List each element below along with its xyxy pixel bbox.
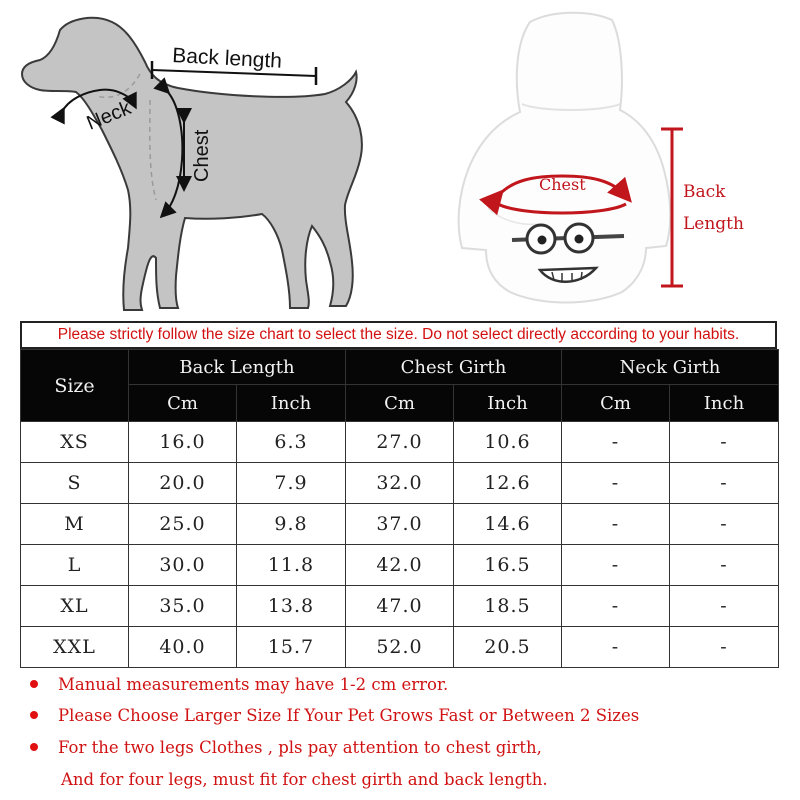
table-cell: - — [562, 545, 670, 586]
size-cell: L — [21, 545, 129, 586]
table-cell: 10.6 — [454, 422, 562, 463]
table-cell: 35.0 — [129, 586, 237, 627]
hoodie-back-label: Back — [683, 182, 726, 202]
chest-label: Chest — [191, 129, 213, 182]
note-text: And for four legs, must fit for chest girth and back length. — [61, 770, 548, 789]
unit-header: Inch — [670, 385, 779, 422]
table-cell: 20.0 — [129, 463, 237, 504]
note-item-continuation — [30, 770, 548, 789]
note-text: Manual measurements may have 1-2 cm error. — [58, 675, 449, 694]
size-column-header: Size — [21, 350, 129, 422]
table-cell: 47.0 — [346, 586, 454, 627]
table-cell: - — [562, 463, 670, 504]
back-length-measure — [152, 44, 316, 85]
size-cell: S — [21, 463, 129, 504]
size-cell: M — [21, 504, 129, 545]
table-cell: 40.0 — [129, 627, 237, 668]
hoodie-sketch — [459, 13, 671, 303]
table-cell: 25.0 — [129, 504, 237, 545]
table-cell: - — [670, 586, 779, 627]
table-row — [21, 422, 779, 463]
table-cell: 16.0 — [129, 422, 237, 463]
back-length-label: Back length — [171, 44, 283, 73]
table-cell: - — [670, 504, 779, 545]
table-cell: 18.5 — [454, 586, 562, 627]
table-cell: 13.8 — [237, 586, 346, 627]
chest-girth-header: Chest Girth — [346, 350, 562, 385]
table-cell: 32.0 — [346, 463, 454, 504]
note-text: For the two legs Clothes , pls pay attention to chest girth, — [58, 738, 542, 757]
table-cell: 15.7 — [237, 627, 346, 668]
table-row — [21, 586, 779, 627]
unit-header: Cm — [562, 385, 670, 422]
measurement-diagrams — [0, 0, 800, 318]
note-item — [30, 738, 542, 757]
size-cell: XXL — [21, 627, 129, 668]
table-row — [21, 545, 779, 586]
bullet-dot-icon — [30, 711, 38, 719]
neck-label: Neck — [83, 97, 135, 135]
table-cell: 20.5 — [454, 627, 562, 668]
table-cell: 12.6 — [454, 463, 562, 504]
note-text: Please Choose Larger Size If Your Pet Grows Fast or Between 2 Sizes — [58, 706, 640, 725]
size-cell: XS — [21, 422, 129, 463]
size-chart-table — [20, 349, 779, 668]
size-selection-notice: Please strictly follow the size chart to select the size. Do not select directly according to your habits. — [20, 321, 777, 349]
table-row — [21, 504, 779, 545]
table-cell: - — [670, 627, 779, 668]
back-length-header: Back Length — [129, 350, 346, 385]
table-header-groups — [21, 350, 779, 385]
table-cell: 6.3 — [237, 422, 346, 463]
table-cell: - — [670, 545, 779, 586]
unit-header: Cm — [129, 385, 237, 422]
table-cell: 27.0 — [346, 422, 454, 463]
unit-header: Cm — [346, 385, 454, 422]
hoodie-back-length-measure — [661, 129, 744, 286]
table-cell: 30.0 — [129, 545, 237, 586]
table-cell: 16.5 — [454, 545, 562, 586]
table-cell: - — [562, 586, 670, 627]
note-item — [30, 706, 639, 725]
table-cell: 42.0 — [346, 545, 454, 586]
table-cell: - — [562, 504, 670, 545]
table-cell: 14.6 — [454, 504, 562, 545]
table-header-units — [21, 385, 779, 422]
hoodie-length-label: Length — [683, 214, 744, 234]
table-cell: 52.0 — [346, 627, 454, 668]
table-cell: - — [562, 627, 670, 668]
table-cell: - — [670, 463, 779, 504]
table-row — [21, 463, 779, 504]
note-item — [30, 675, 448, 694]
table-cell: 9.8 — [237, 504, 346, 545]
table-cell: 11.8 — [237, 545, 346, 586]
unit-header: Inch — [454, 385, 562, 422]
neck-girth-header: Neck Girth — [562, 350, 779, 385]
size-cell: XL — [21, 586, 129, 627]
table-cell: 7.9 — [237, 463, 346, 504]
table-row — [21, 627, 779, 668]
unit-header: Inch — [237, 385, 346, 422]
illustration-area — [0, 0, 800, 318]
hoodie-chest-label: Chest — [539, 175, 586, 194]
bullet-dot-icon — [30, 680, 38, 688]
table-cell: - — [670, 422, 779, 463]
table-cell: - — [562, 422, 670, 463]
table-cell: 37.0 — [346, 504, 454, 545]
bullet-dot-icon — [30, 743, 38, 751]
